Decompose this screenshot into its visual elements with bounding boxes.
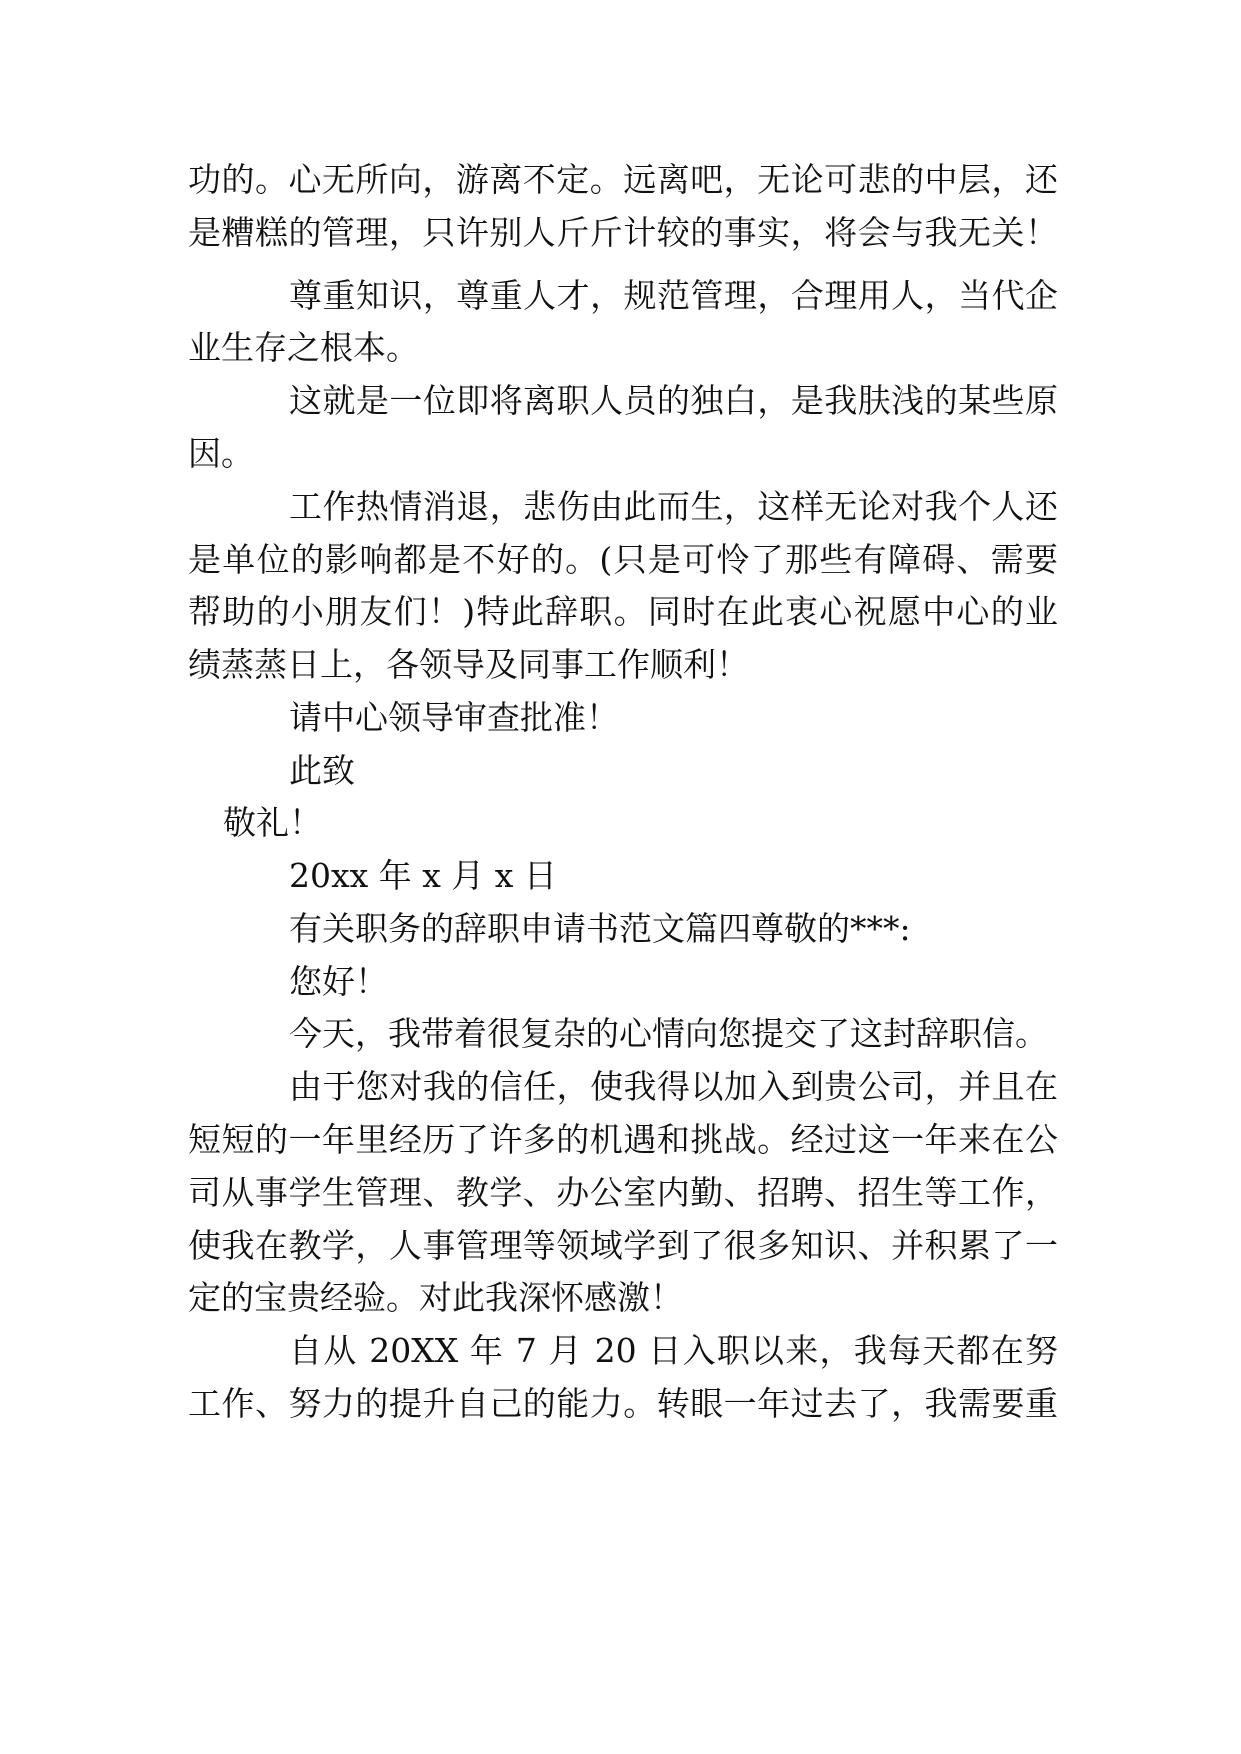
- text-line: 功的。心无所向，游离不定。远离吧，无论可悲的中层，还: [188, 160, 1058, 199]
- text-line: 帮助的小朋友们！)特此辞职。同时在此衷心祝愿中心的业: [188, 592, 1058, 631]
- salutation-line: 敬礼！: [223, 803, 322, 842]
- text-line: 尊重知识，尊重人才，规范管理，合理用人，当代企: [289, 276, 1058, 315]
- text-line: 今天，我带着很复杂的心情向您提交了这封辞职信。: [289, 1014, 1048, 1053]
- text-line: 请中心领导审查批准！: [289, 698, 619, 737]
- text-line: 短短的一年里经历了许多的机遇和挑战。经过这一年来在公: [188, 1120, 1058, 1159]
- text-line: 使我在教学，人事管理等领域学到了很多知识、并积累了一: [188, 1226, 1058, 1265]
- text-line: 定的宝贵经验。对此我深怀感激！: [188, 1278, 683, 1317]
- text-line: 司从事学生管理、教学、办公室内勤、招聘、招生等工作，: [188, 1173, 1058, 1212]
- text-line: 是糟糕的管理，只许别人斤斤计较的事实，将会与我无关！: [188, 213, 1058, 252]
- greeting-line: 您好！: [289, 962, 388, 1001]
- text-line: 这就是一位即将离职人员的独白，是我肤浅的某些原: [289, 381, 1058, 420]
- text-line: 自从 20XX 年 7 月 20 日入职以来，我每天都在努: [289, 1331, 1058, 1370]
- text-line: 业生存之根本。: [188, 328, 419, 367]
- text-line: 是单位的影响都是不好的。(只是可怜了那些有障碍、需要: [188, 540, 1058, 579]
- text-line: 由于您对我的信任，使我得以加入到贵公司，并且在: [289, 1067, 1058, 1106]
- closing-line: 此致: [289, 751, 355, 790]
- text-line: 因。: [188, 434, 254, 473]
- date-line: 20xx 年 x 月 x 日: [289, 856, 557, 895]
- text-line: 工作、努力的提升自己的能力。转眼一年过去了，我需要重: [188, 1384, 1058, 1423]
- heading-line: 有关职务的辞职申请书范文篇四尊敬的***:: [289, 909, 911, 948]
- text-line: 工作热情消退，悲伤由此而生，这样无论对我个人还: [289, 487, 1058, 526]
- text-line: 绩蒸蒸日上，各领导及同事工作顺利！: [188, 645, 749, 684]
